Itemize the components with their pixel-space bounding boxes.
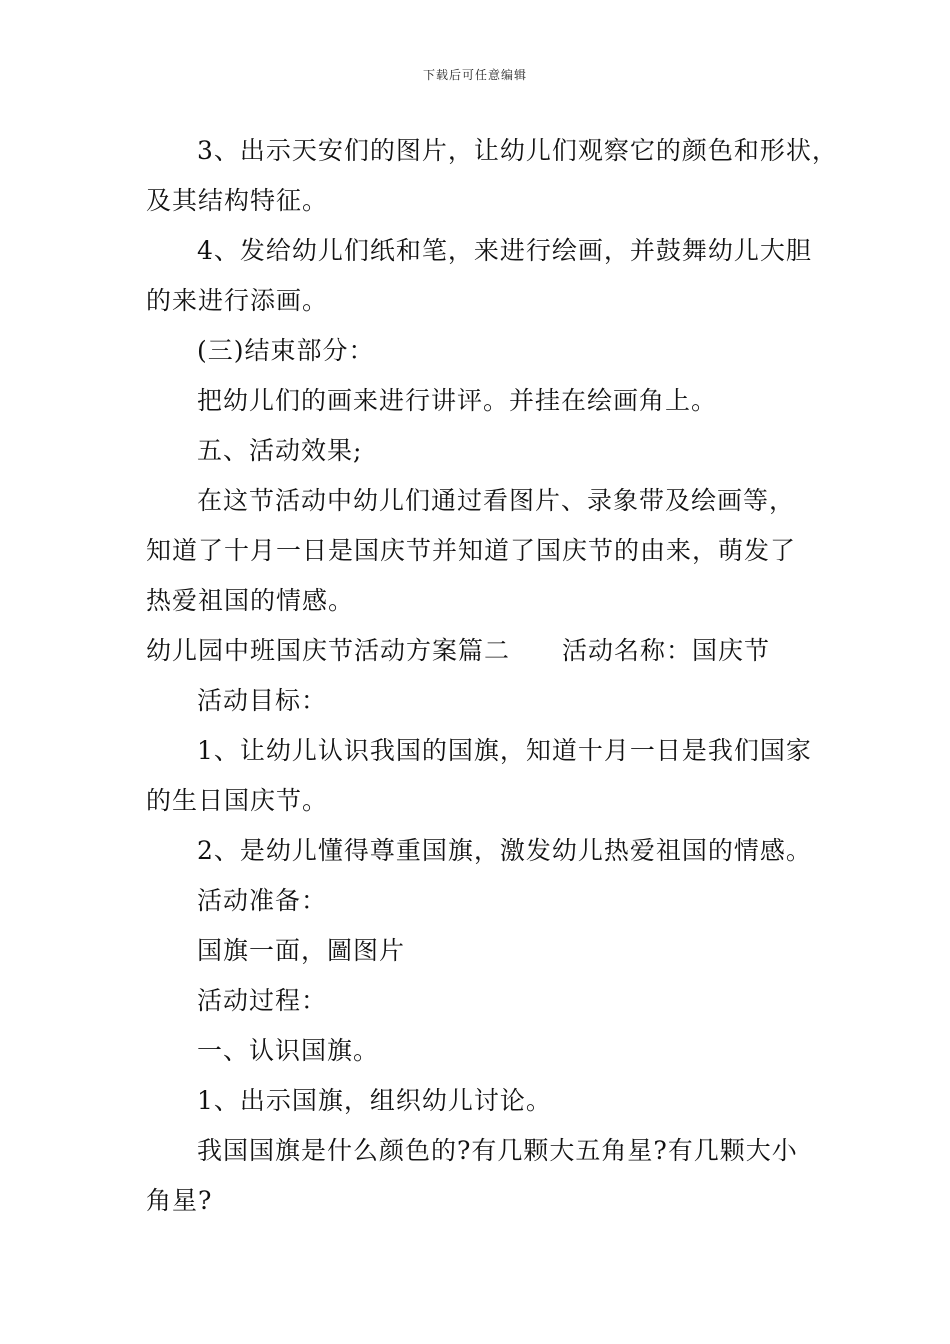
paragraph-line: 我国国旗是什么颜色的?有几颗大五角星?有几颗大小 — [197, 1136, 798, 1165]
paragraph-line: 的来进行添画。 — [146, 286, 329, 315]
paragraph-line: 知道了十月一日是国庆节并知道了国庆节的由来，萌发了 — [146, 536, 797, 565]
section-title-line — [146, 626, 816, 676]
section-heading: 活动过程： — [197, 986, 328, 1015]
paragraph-line: 4、发给幼儿们纸和笔，来进行绘画，并鼓舞幼儿大胆 — [197, 236, 812, 265]
paragraph-line: 1、出示国旗，组织幼儿讨论。 — [197, 1086, 552, 1115]
paragraph-line: 把幼儿们的画来进行讲评。并挂在绘画角上。 — [197, 386, 718, 415]
section-heading: 活动目标： — [197, 686, 328, 715]
header-note: 下载后可任意编辑 — [422, 68, 527, 82]
paragraph-line: 3、出示天安们的图片，让幼儿们观察它的颜色和形状， — [197, 136, 838, 165]
paragraph-line: 角星? — [146, 1186, 213, 1215]
section-heading: 活动准备： — [197, 886, 328, 915]
paragraph-line: 在这节活动中幼儿们通过看图片、录象带及绘画等， — [197, 486, 796, 515]
paragraph-line: 国旗一面，圖图片 — [197, 936, 406, 965]
section-heading: (三)结束部分： — [197, 336, 375, 365]
activity-name: 活动名称：国庆节 — [562, 636, 771, 665]
paragraph-line: 热爱祖国的情感。 — [146, 586, 355, 615]
title-gap — [510, 626, 562, 676]
paragraph-line: 的生日国庆节。 — [146, 786, 329, 815]
paragraph-line: 1、让幼儿认识我国的国旗，知道十月一日是我们国家 — [197, 736, 812, 765]
paragraph-line: 及其结构特征。 — [146, 186, 329, 215]
paragraph-line: 一、认识国旗。 — [197, 1036, 380, 1065]
section-title: 幼儿园中班国庆节活动方案篇二 — [146, 636, 511, 665]
paragraph-line: 2、是幼儿懂得尊重国旗，激发幼儿热爱祖国的情感。 — [197, 836, 812, 865]
section-heading: 五、活动效果; — [197, 436, 363, 465]
document-body — [146, 126, 838, 1226]
